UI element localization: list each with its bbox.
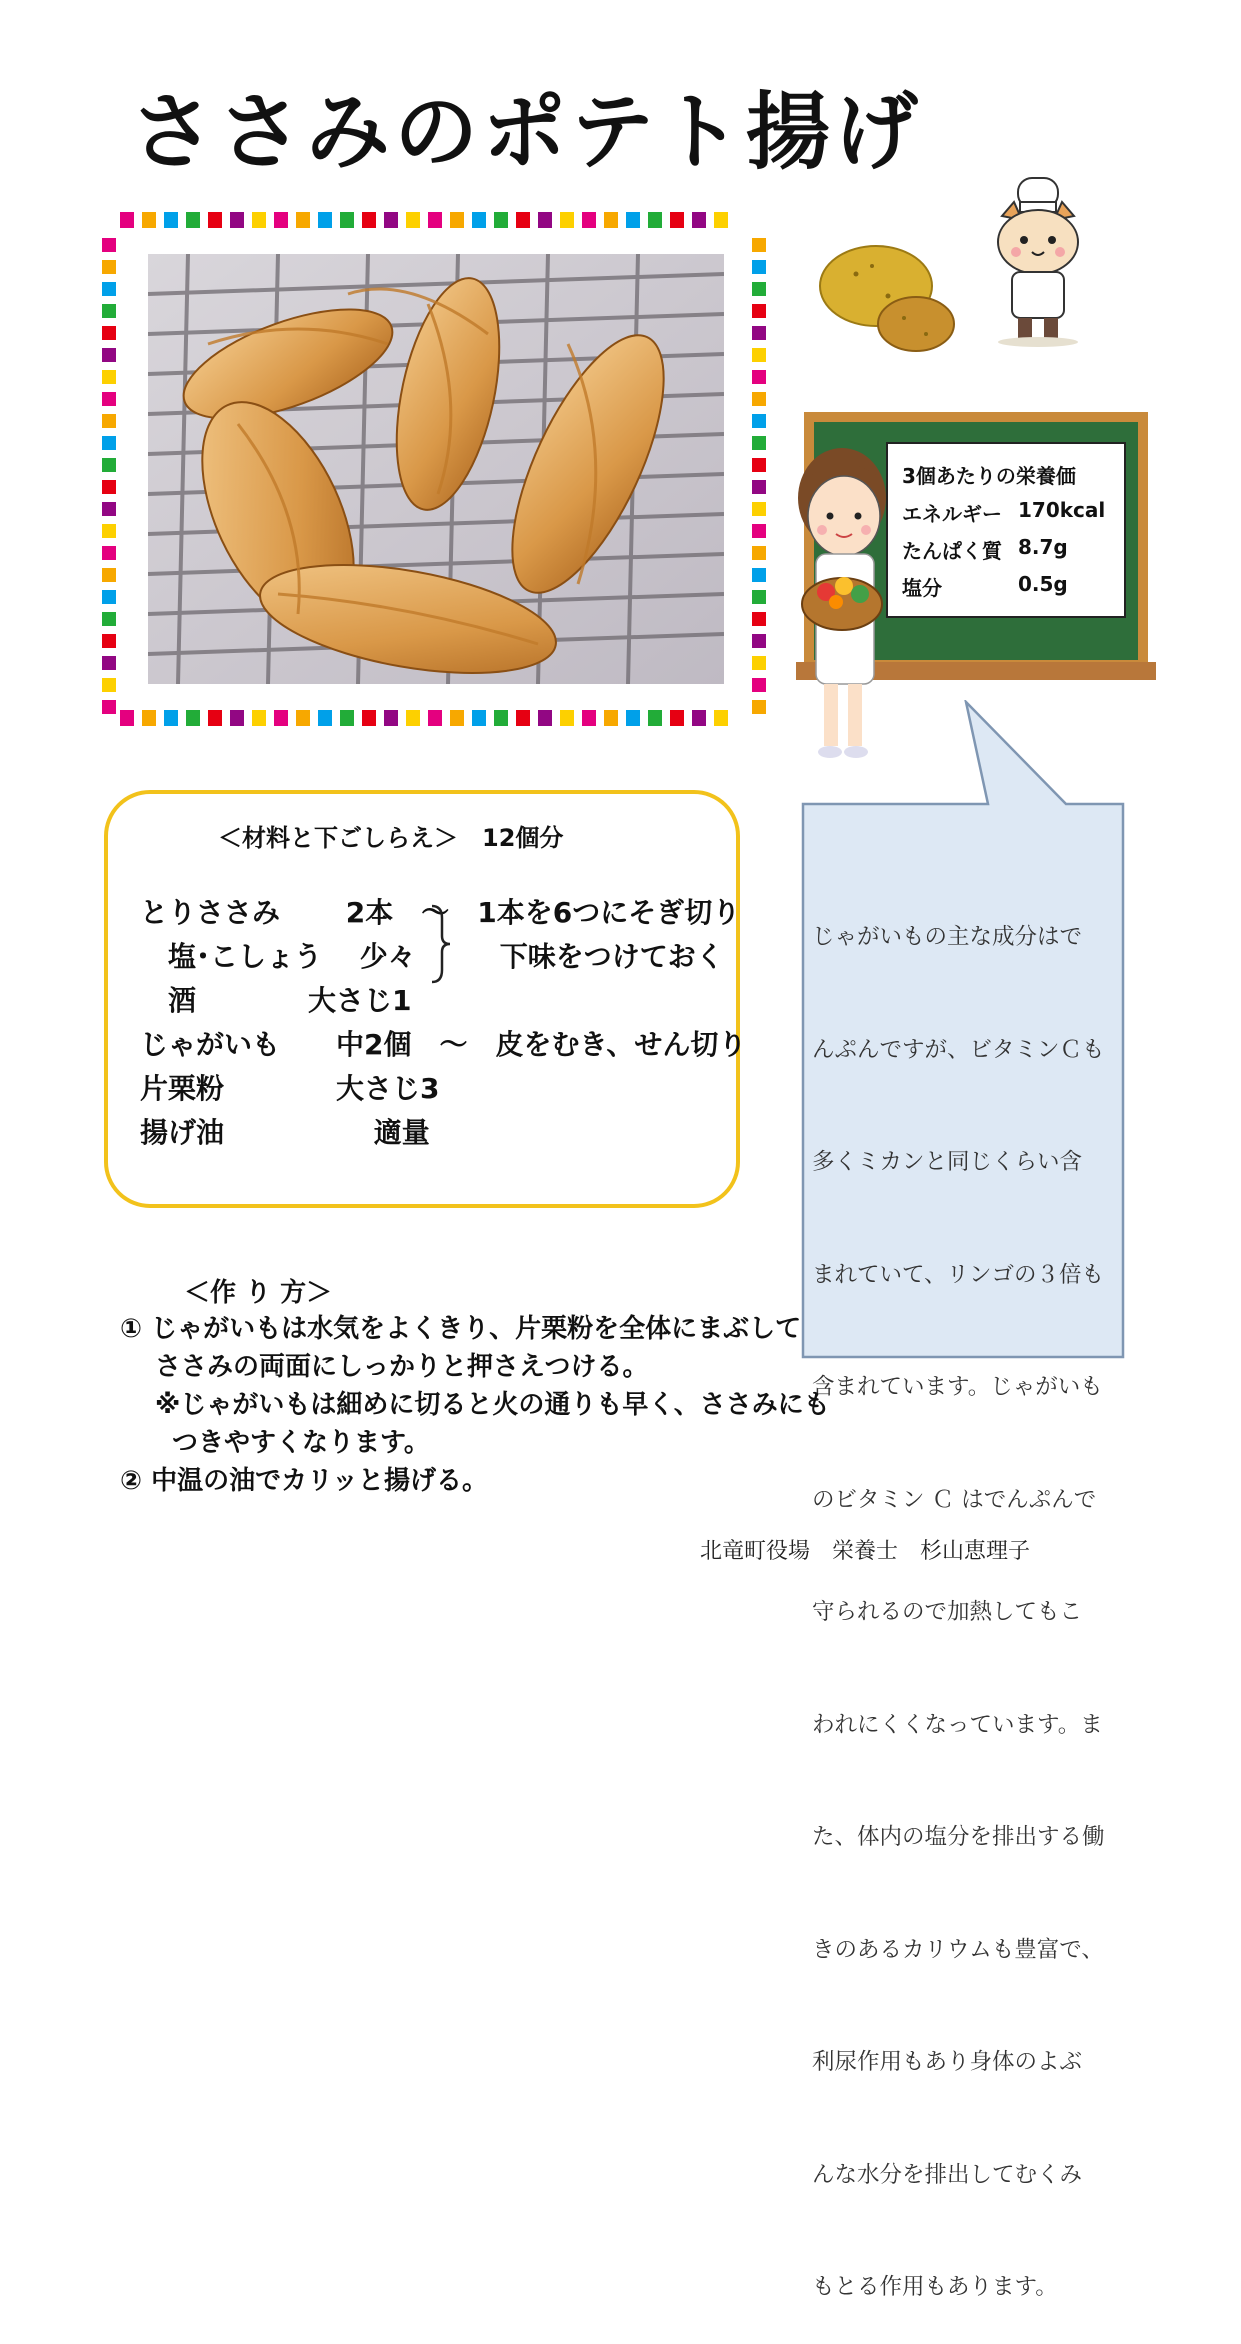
info-line: 利尿作用もあり身体のよぶ xyxy=(812,2049,1083,2075)
brace-icon xyxy=(428,904,452,984)
frame-square xyxy=(450,710,464,726)
frame-square xyxy=(102,590,116,604)
ingredient-line: とりささみ 2本 ～ 1本を6つにそぎ切り xyxy=(140,896,741,929)
method-step: ささみの両面にしっかりと押さえつける。 xyxy=(120,1352,649,1382)
frame-square xyxy=(274,710,288,726)
frame-square xyxy=(604,710,618,726)
frame-square xyxy=(362,710,376,726)
frame-square xyxy=(102,392,116,406)
frame-square xyxy=(752,326,766,340)
method-step: ※じゃがいもは細めに切ると火の通りも早く、ささみにも xyxy=(120,1390,830,1420)
nutrition-heading: 3個あたりの栄養価 xyxy=(902,464,1076,488)
frame-square xyxy=(714,710,728,726)
info-line: 含まれています。じゃがいも xyxy=(812,1374,1103,1400)
frame-square xyxy=(102,458,116,472)
frame-square xyxy=(296,710,310,726)
info-line: じゃがいもの主な成分はで xyxy=(812,924,1083,950)
frame-square xyxy=(560,212,574,228)
frame-square xyxy=(102,304,116,318)
frame-square xyxy=(406,212,420,228)
nutrition-label: 塩分 xyxy=(902,576,942,600)
frame-square xyxy=(752,656,766,670)
frame-square xyxy=(752,546,766,560)
frame-square xyxy=(186,710,200,726)
nutrition-label: たんぱく質 xyxy=(902,539,1002,563)
frame-square xyxy=(582,710,596,726)
frame-square xyxy=(752,700,766,714)
frame-square xyxy=(102,612,116,626)
info-line: 多くミカンと同じくらい含 xyxy=(812,1149,1083,1175)
frame-square xyxy=(752,678,766,692)
info-line: もとる作用もあります。 xyxy=(812,2274,1058,2300)
frame-square xyxy=(670,212,684,228)
frame-square xyxy=(252,710,266,726)
frame-square xyxy=(120,212,134,228)
frame-square xyxy=(714,212,728,228)
method-heading: ＜作 り 方＞ xyxy=(184,1278,333,1308)
potato-info-text xyxy=(812,844,1114,2344)
info-line: んな水分を排出してむくみ xyxy=(812,2161,1083,2188)
frame-square xyxy=(186,212,200,228)
frame-square xyxy=(362,212,376,228)
ingredient-line: 酒 大さじ1 xyxy=(140,984,412,1017)
frame-square xyxy=(604,212,618,228)
frame-square xyxy=(752,370,766,384)
frame-square xyxy=(102,414,116,428)
page-title: ささみのポテト揚げ xyxy=(130,83,923,181)
frame-square xyxy=(102,348,116,362)
ingredients-heading: ＜材料と下ごしらえ＞ 12個分 xyxy=(218,824,564,852)
frame-square xyxy=(102,260,116,274)
frame-square xyxy=(752,238,766,252)
frame-square xyxy=(752,612,766,626)
frame-square xyxy=(582,212,596,228)
frame-square xyxy=(208,212,222,228)
frame-square xyxy=(752,590,766,604)
frame-square xyxy=(230,212,244,228)
frame-square xyxy=(752,458,766,472)
frame-square xyxy=(102,700,116,714)
frame-square xyxy=(648,710,662,726)
frame-square xyxy=(752,260,766,274)
ingredient-line: 片栗粉 大さじ3 xyxy=(140,1072,440,1105)
frame-square xyxy=(120,710,134,726)
info-line: まれていて、リンゴの３倍も xyxy=(812,1261,1105,1288)
frame-square xyxy=(102,678,116,692)
potato-icon xyxy=(816,238,956,354)
info-line: われにくくなっています。ま xyxy=(812,1711,1103,1738)
frame-square xyxy=(318,710,332,726)
frame-square xyxy=(384,710,398,726)
ingredient-line: じゃがいも 中2個 ～ 皮をむき、せん切り xyxy=(140,1028,747,1061)
frame-square xyxy=(692,212,706,228)
frame-square xyxy=(102,370,116,384)
frame-square xyxy=(516,710,530,726)
frame-square xyxy=(752,524,766,538)
method-step: ① じゃがいもは水気をよくきり、片栗粉を全体にまぶして xyxy=(120,1314,802,1344)
frame-square xyxy=(252,212,266,228)
frame-square xyxy=(494,710,508,726)
frame-square xyxy=(752,348,766,362)
frame-square xyxy=(626,212,640,228)
frame-square xyxy=(648,212,662,228)
frame-square xyxy=(208,710,222,726)
food-photo xyxy=(148,254,724,684)
frame-square xyxy=(752,502,766,516)
frame-square xyxy=(274,212,288,228)
frame-square xyxy=(494,212,508,228)
frame-square xyxy=(472,212,486,228)
frame-square xyxy=(102,656,116,670)
ingredient-line: 揚げ油 適量 xyxy=(140,1116,430,1149)
frame-square xyxy=(102,524,116,538)
frame-square xyxy=(340,212,354,228)
frame-square xyxy=(752,634,766,648)
method-step: ② 中温の油でカリッと揚げる。 xyxy=(120,1466,489,1496)
frame-square xyxy=(230,710,244,726)
frame-square xyxy=(384,212,398,228)
frame-square xyxy=(752,436,766,450)
frame-square xyxy=(102,326,116,340)
author-credit: 北竜町役場 栄養士 杉山恵理子 xyxy=(700,1539,1031,1564)
frame-square xyxy=(752,282,766,296)
info-line: た、体内の塩分を排出する働 xyxy=(812,1824,1105,1850)
frame-square xyxy=(102,546,116,560)
frame-square xyxy=(450,212,464,228)
nutrition-value: 8.7g xyxy=(1018,535,1068,559)
frame-square xyxy=(102,568,116,582)
frame-square xyxy=(692,710,706,726)
frame-square xyxy=(752,480,766,494)
frame-square xyxy=(406,710,420,726)
info-line: 守られるので加熱してもこ xyxy=(812,1599,1083,1625)
frame-square xyxy=(102,282,116,296)
frame-square xyxy=(752,414,766,428)
info-line: きのあるカリウムも豊富で、 xyxy=(812,1936,1104,1963)
frame-square xyxy=(142,212,156,228)
frame-square xyxy=(472,710,486,726)
frame-square xyxy=(428,710,442,726)
frame-square xyxy=(516,212,530,228)
frame-square xyxy=(428,212,442,228)
frame-square xyxy=(102,502,116,516)
chef-cat-icon xyxy=(988,172,1088,348)
ingredient-line: 塩･こしょう 少々 下味をつけておく xyxy=(140,940,724,973)
frame-square xyxy=(296,212,310,228)
frame-square xyxy=(538,710,552,726)
method-step: つきやすくなります。 xyxy=(120,1428,430,1458)
frame-square xyxy=(102,436,116,450)
frame-square xyxy=(752,304,766,318)
frame-square xyxy=(102,480,116,494)
frame-square xyxy=(318,212,332,228)
info-line: のビタミン Ｃ はでんぷんで xyxy=(812,1486,1097,1513)
frame-square xyxy=(626,710,640,726)
frame-square xyxy=(164,710,178,726)
nutrition-value: 0.5g xyxy=(1018,572,1068,596)
frame-square xyxy=(752,392,766,406)
nutrition-label: エネルギー xyxy=(902,502,1002,526)
nutrition-value: 170kcal xyxy=(1018,498,1106,522)
frame-square xyxy=(142,710,156,726)
frame-square xyxy=(102,634,116,648)
frame-square xyxy=(538,212,552,228)
info-line: んぷんですが、ビタミンＣも xyxy=(812,1036,1105,1063)
frame-square xyxy=(340,710,354,726)
frame-square xyxy=(560,710,574,726)
frame-square xyxy=(102,238,116,252)
frame-square xyxy=(164,212,178,228)
frame-square xyxy=(670,710,684,726)
frame-square xyxy=(752,568,766,582)
